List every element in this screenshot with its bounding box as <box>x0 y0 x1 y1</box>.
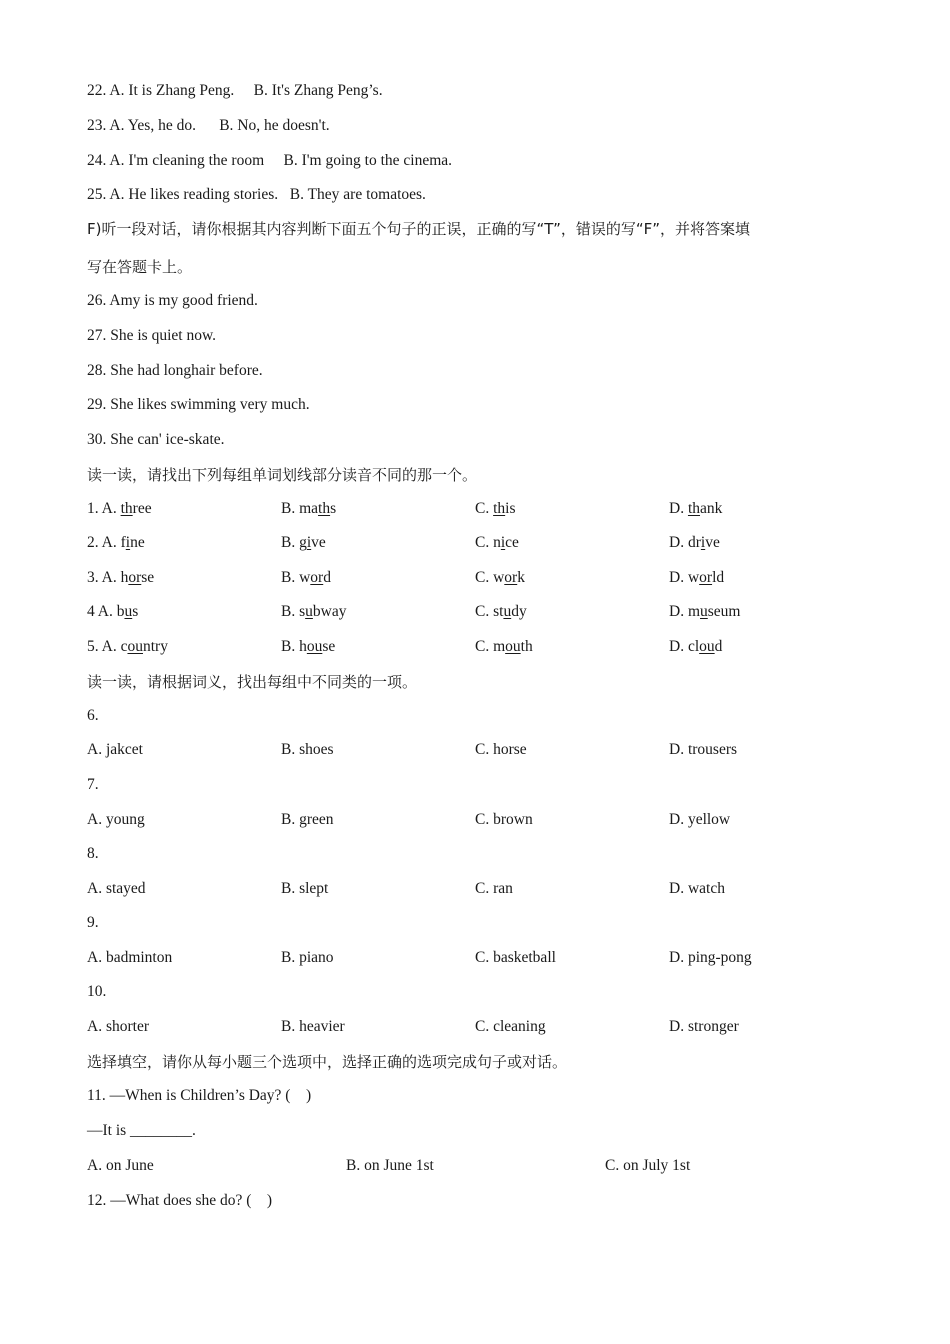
option-a: A. on June <box>87 1157 154 1174</box>
option-b: B. slept <box>281 880 329 897</box>
option-c: C. study <box>475 603 527 620</box>
option-a: A. jakcet <box>87 741 143 758</box>
question-10-number: 10. <box>87 983 107 1000</box>
question-12: 12. —What does she do? ( ) <box>87 1192 273 1209</box>
option-a: A. young <box>87 811 145 828</box>
option-b: B. give <box>281 534 326 551</box>
statement-29: 29. She likes swimming very much. <box>87 396 310 413</box>
option-b: B. piano <box>281 949 334 966</box>
section-f-instruction-cont: 写在答题卡上。 <box>87 258 193 276</box>
section-f-instruction: F)听一段对话，请你根据其内容判断下面五个句子的正误，正确的写“T”，错误的写“F”，并将答案填 <box>87 220 751 238</box>
option-c: C. horse <box>475 741 527 758</box>
option-b: B. maths <box>281 500 337 517</box>
option-c: C. cleaning <box>475 1018 546 1035</box>
option-d: D. drive <box>669 534 720 551</box>
question-9-number: 9. <box>87 914 99 931</box>
choice-instruction: 选择填空，请你从每小题三个选项中，选择正确的选项完成句子或对话。 <box>87 1053 568 1071</box>
option-c: C. mouth <box>475 638 533 655</box>
option-b: B. shoes <box>281 741 334 758</box>
option-d: D. stronger <box>669 1018 739 1035</box>
option-d: D. cloud <box>669 638 723 655</box>
question-24: 24. A. I'm cleaning the room B. I'm going to the cinema. <box>87 152 453 169</box>
option-c: C. ran <box>475 880 513 897</box>
question-7-number: 7. <box>87 776 99 793</box>
option-b: B. subway <box>281 603 347 620</box>
option-d: D. world <box>669 569 725 586</box>
option-d: D. museum <box>669 603 741 620</box>
option-a: 4 A. bus <box>87 603 139 620</box>
option-a: A. shorter <box>87 1018 149 1035</box>
option-b: B. green <box>281 811 334 828</box>
option-a: 5. A. country <box>87 638 168 655</box>
option-a: A. badminton <box>87 949 173 966</box>
option-c: C. basketball <box>475 949 556 966</box>
option-c: C. nice <box>475 534 519 551</box>
option-b: B. house <box>281 638 336 655</box>
option-d: D. trousers <box>669 741 738 758</box>
option-b: B. word <box>281 569 331 586</box>
question-23: 23. A. Yes, he do. B. No, he doesn't. <box>87 117 330 134</box>
question-11: 11. —When is Children’s Day? ( ) <box>87 1087 312 1104</box>
option-a: A. stayed <box>87 880 146 897</box>
option-a: 1. A. three <box>87 500 152 517</box>
option-c: C. work <box>475 569 525 586</box>
statement-27: 27. She is quiet now. <box>87 327 217 344</box>
question-25: 25. A. He likes reading stories. B. They are tomatoes. <box>87 186 426 203</box>
odd-one-instruction: 读一读，请根据词义，找出每组中不同类的一项。 <box>87 673 418 691</box>
statement-26: 26. Amy is my good friend. <box>87 292 258 309</box>
option-c: C. brown <box>475 811 533 828</box>
option-b: B. on June 1st <box>346 1157 434 1174</box>
option-b: B. heavier <box>281 1018 345 1035</box>
option-d: D. yellow <box>669 811 731 828</box>
question-11-answer-line: —It is ________. <box>87 1122 196 1139</box>
option-d: D. thank <box>669 500 723 517</box>
option-d: D. ping-pong <box>669 949 752 966</box>
phonics-instruction: 读一读，请找出下列每组单词划线部分读音不同的那一个。 <box>87 466 478 484</box>
option-a: 2. A. fine <box>87 534 145 551</box>
option-a: 3. A. horse <box>87 569 155 586</box>
option-c: C. on July 1st <box>605 1157 691 1174</box>
question-8-number: 8. <box>87 845 99 862</box>
statement-30: 30. She can' ice-skate. <box>87 431 225 448</box>
question-22: 22. A. It is Zhang Peng. B. It's Zhang Peng’s. <box>87 82 383 99</box>
question-6-number: 6. <box>87 707 99 724</box>
option-c: C. this <box>475 500 516 517</box>
option-d: D. watch <box>669 880 725 897</box>
statement-28: 28. She had longhair before. <box>87 362 263 379</box>
